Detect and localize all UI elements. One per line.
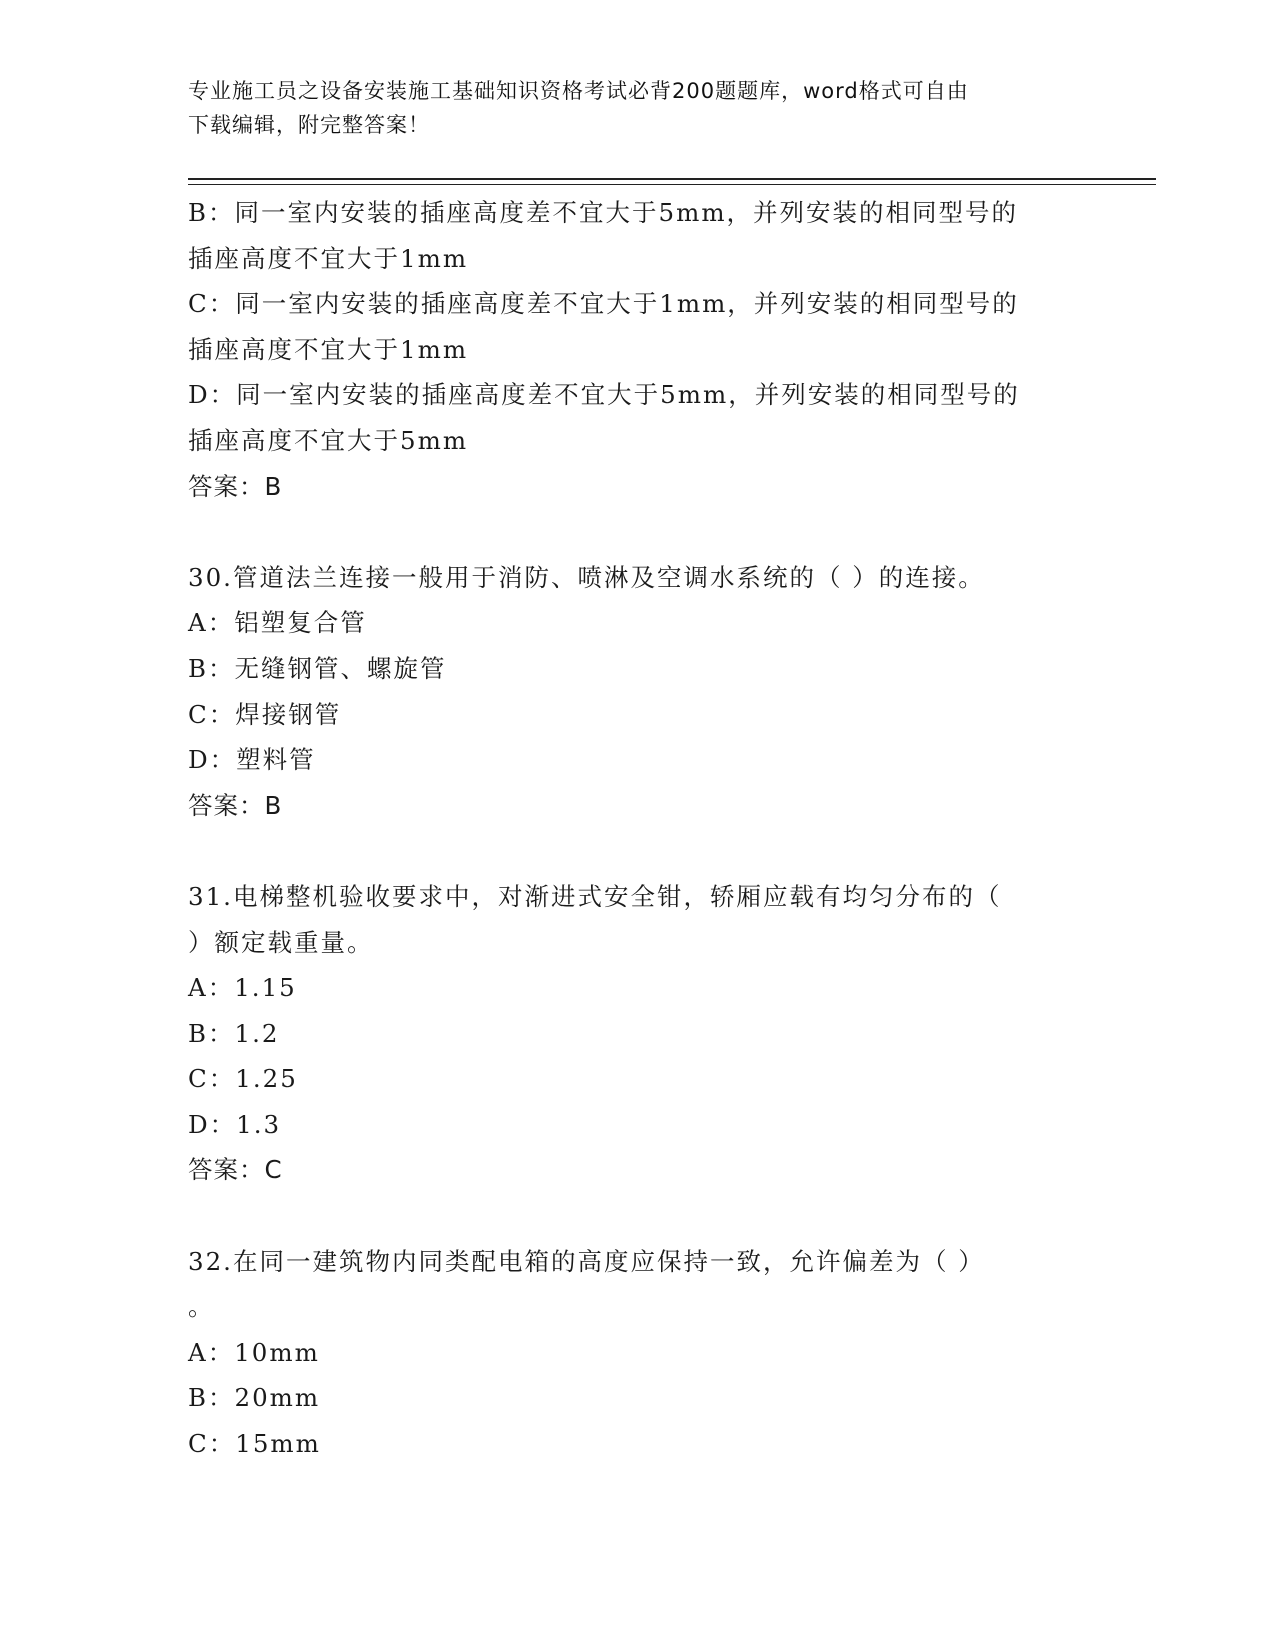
text-line: 插座高度不宜大于1mm (188, 243, 469, 273)
text-line: B：1.2 (188, 1018, 280, 1048)
text-line: D：塑料管 (188, 745, 316, 775)
text-line: 30.管道法兰连接一般用于消防、喷淋及空调水系统的（ ）的连接。 (188, 562, 985, 592)
text-line: B：20mm (188, 1383, 321, 1413)
header-line-2: 下载编辑，附完整答案！ (188, 113, 430, 137)
text-line: 31.电梯整机验收要求中，对渐进式安全钳，轿厢应载有均匀分布的（ (188, 881, 1002, 911)
answer-line: 答案：C (188, 1155, 283, 1185)
text-line: A：10mm (188, 1337, 320, 1367)
text-line: 32.在同一建筑物内同类配电箱的高度应保持一致，允许偏差为（ ） (188, 1246, 985, 1276)
document-header (188, 74, 1088, 142)
text-line: ）额定载重量。 (188, 927, 374, 957)
question-spacer (188, 509, 1088, 555)
question-content (188, 190, 1088, 1467)
answer-line: 答案：B (188, 790, 283, 820)
text-line: C：15mm (188, 1429, 321, 1459)
text-line: B：同一室内安装的插座高度差不宜大于5mm，并列安装的相同型号的 (188, 198, 1019, 227)
text-line: C：1.25 (188, 1064, 298, 1094)
text-line: 。 (188, 1292, 215, 1322)
text-line: A：铝塑复合管 (188, 608, 367, 638)
text-line: 插座高度不宜大于5mm (188, 425, 469, 455)
question-spacer (188, 1193, 1088, 1239)
header-divider-thick (188, 178, 1156, 180)
text-line: D：同一室内安装的插座高度差不宜大于5mm，并列安装的相同型号的 (188, 380, 1020, 410)
text-line: 插座高度不宜大于1mm (188, 334, 469, 364)
header-divider-thin (188, 184, 1156, 185)
text-line: C：同一室内安装的插座高度差不宜大于1mm，并列安装的相同型号的 (188, 289, 1019, 319)
text-line: B：无缝钢管、螺旋管 (188, 653, 447, 683)
question-spacer (188, 828, 1088, 874)
answer-line: 答案：B (188, 471, 283, 501)
text-line: A：1.15 (188, 973, 297, 1003)
header-line-1: 专业施工员之设备安装施工基础知识资格考试必背200题题库，word格式可自由 (188, 79, 969, 103)
text-line: C：焊接钢管 (188, 699, 342, 729)
text-line: D：1.3 (188, 1109, 282, 1139)
